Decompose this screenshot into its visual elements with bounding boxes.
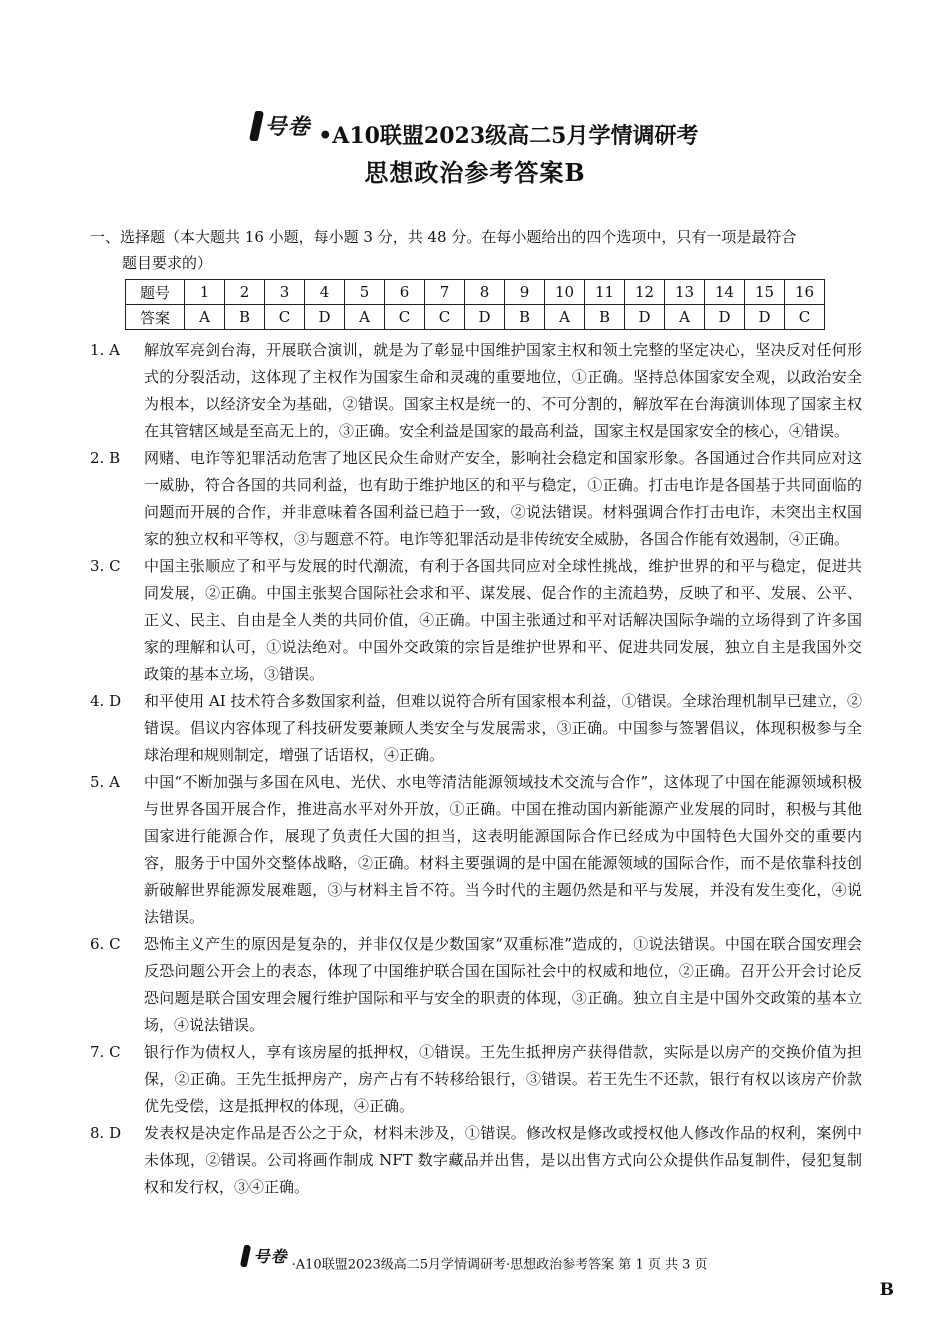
list-item xyxy=(90,337,862,445)
table-cell: A xyxy=(185,305,225,330)
item-text: 网赌、电诈等犯罪活动危害了地区民众生命财产安全，影响社会稳定和国家形象。各国通过合作共同应对这一威胁，符合各国的共同利益，也有助于维护地区的和平与稳定，①正确。打击电诈是各国基于共同面临的问题而开展的合作，并非意味着各国利益已趋于一致，②说法错误。材料强调合作打击电诈，未突出主权国家的独立权和平等权，③与题意不符。电诈等犯罪活动是非传统安全威胁，各国合作能有效遏制，④正确。 xyxy=(144,449,862,548)
table-cell: 7 xyxy=(425,280,465,305)
table-cell: C xyxy=(265,305,305,330)
item-text: 恐怖主义产生的原因是复杂的，并非仅仅是少数国家“双重标准”造成的，①说法错误。中国在联合国安理会反恐问题公开会上的表态，体现了中国维护联合国在国际社会中的权威和地位，②正确。召开公开会讨论反恐问题是联合国安理会履行维护国际和平与安全的职责的体现，③正确。独立自主是中国外交政策的基本立场，④说法错误。 xyxy=(144,935,862,1034)
table-cell: C xyxy=(425,305,465,330)
version-mark: B xyxy=(879,1280,894,1300)
table-cell: 12 xyxy=(625,280,665,305)
footer-text: ·A10联盟2023级高二5月学情调研考·思想政治参考答案 第 1 页 共 3 页 xyxy=(291,1257,708,1273)
list-item xyxy=(90,553,862,688)
table-cell: D xyxy=(305,305,345,330)
title-line-1 xyxy=(0,110,950,150)
table-cell: C xyxy=(785,305,825,330)
item-text: 银行作为债权人，享有该房屋的抵押权，①错误。王先生抵押房产获得借款，实际是以房产的交换价值为担保，②正确。王先生抵押房产，房产占有不转移给银行，③错误。若王先生不还款，银行有权以该房产价款优先受偿，这是抵押权的体现，④正确。 xyxy=(144,1043,862,1115)
answer-table-number-row xyxy=(126,280,825,305)
table-cell: 13 xyxy=(665,280,705,305)
table-cell: 8 xyxy=(465,280,505,305)
table-cell: 14 xyxy=(705,280,745,305)
table-cell: 11 xyxy=(585,280,625,305)
list-item xyxy=(90,1039,862,1120)
table-cell: 15 xyxy=(745,280,785,305)
list-item xyxy=(90,1120,862,1201)
explanation-list xyxy=(90,337,862,1201)
table-cell: 1 xyxy=(185,280,225,305)
item-text: 中国主张顺应了和平与发展的时代潮流，有利于各国共同应对全球性挑战，维护世界的和平与稳定，促进共同发展，②正确。中国主张契合国际社会求和平、谋发展、促合作的主流趋势，反映了和平、发展、公平、正义、民主、自由是全人类的共同价值，④正确。中国主张通过和平对话解决国际争端的立场得到了许多国家的理解和认可，①说法绝对。中国外交政策的宗旨是维护世界和平、促进共同发展，独立自主是我国外交政策的基本立场，③错误。 xyxy=(144,557,862,683)
item-label: 7. C xyxy=(90,1043,121,1061)
table-cell: B xyxy=(585,305,625,330)
answer-table xyxy=(125,279,825,330)
item-text: 解放军亮剑台海，开展联合演训，就是为了彰显中国维护国家主权和领土完整的坚定决心，坚决反对任何形式的分裂活动，这体现了主权作为国家生命和灵魂的重要地位，①正确。坚持总体国家安全观，以政治安全为根本，以经济安全为基础，②错误。国家主权是统一的、不可分割的，解放军在台海演训体现了国家主权在其管辖区域是至高无上的，③正确。安全利益是国家的最高利益，国家主权是国家安全的核心，④错误。 xyxy=(144,341,862,440)
table-cell: B xyxy=(225,305,265,330)
brand-logo-text: 号卷 xyxy=(264,114,311,140)
table-cell: 4 xyxy=(305,280,345,305)
page-footer xyxy=(0,1244,950,1273)
section-heading-line-2: 题目要求的） xyxy=(122,254,213,272)
item-label: 1. A xyxy=(90,341,120,359)
item-label: 3. C xyxy=(90,557,121,575)
table-cell: 3 xyxy=(265,280,305,305)
exam-title: •A10联盟2023级高二5月学情调研考 xyxy=(318,123,699,149)
item-label: 6. C xyxy=(90,935,121,953)
item-label: 5. A xyxy=(90,773,120,791)
table-cell: A xyxy=(545,305,585,330)
table-cell: 5 xyxy=(345,280,385,305)
list-item xyxy=(90,931,862,1039)
section-heading-line-1: 一、选择题（本大题共 16 小题，每小题 3 分，共 48 分。在每小题给出的四个选项中，只有一项是最符合 xyxy=(90,228,797,246)
footer-logo-mark-icon xyxy=(240,1245,252,1267)
table-cell: 9 xyxy=(505,280,545,305)
table-cell: 10 xyxy=(545,280,585,305)
brand-logo-mark-icon xyxy=(248,111,263,141)
answer-title: 思想政治参考答案B xyxy=(364,158,586,187)
table-cell: A xyxy=(345,305,385,330)
list-item xyxy=(90,445,862,553)
list-item xyxy=(90,688,862,769)
answer-table-answer-row xyxy=(126,305,825,330)
table-cell: B xyxy=(505,305,545,330)
item-label: 2. B xyxy=(90,449,121,467)
brand-logo xyxy=(252,110,311,141)
table-cell: A xyxy=(665,305,705,330)
table-header-number: 题号 xyxy=(126,280,185,305)
item-label: 8. D xyxy=(90,1124,122,1142)
table-cell: 16 xyxy=(785,280,825,305)
table-header-answer: 答案 xyxy=(126,305,185,330)
item-text: 发表权是决定作品是否公之于众，材料未涉及，①错误。修改权是修改或授权他人修改作品的权利，案例中未体现，②错误。公司将画作制成 NFT 数字藏品并出售，是以出售方式向公众提供作品复制件，侵犯复制权和发行权，③④正确。 xyxy=(144,1124,862,1196)
table-cell: 2 xyxy=(225,280,265,305)
list-item xyxy=(90,769,862,931)
item-text: 和平使用 AI 技术符合多数国家利益，但难以说符合所有国家根本利益，①错误。全球治理机制早已建立，②错误。倡议内容体现了科技研发要兼顾人类安全与发展需求，③正确。中国参与签署倡议，体现积极参与全球治理和规则制定，增强了话语权，④正确。 xyxy=(144,692,862,764)
table-cell: D xyxy=(745,305,785,330)
item-label: 4. D xyxy=(90,692,122,710)
footer-logo-text: 号卷 xyxy=(253,1247,288,1266)
table-cell: D xyxy=(625,305,665,330)
table-cell: D xyxy=(705,305,745,330)
item-text: 中国“不断加强与多国在风电、光伏、水电等清洁能源领域技术交流与合作”，这体现了中国在能源领域积极与世界各国开展合作，推进高水平对外开放，①正确。中国在推动国内新能源产业发展的同时，积极与其他国家进行能源合作，展现了负责任大国的担当，这表明能源国际合作已经成为中国特色大国外交的重要内容，服务于中国外交整体战略，②正确。材料主要强调的是中国在能源领域的国际合作，而不是依靠科技创新破解世界能源发展难题，③与材料主旨不符。当今时代的主题仍然是和平与发展，并没有发生变化，④说法错误。 xyxy=(144,773,862,926)
footer-logo xyxy=(242,1244,287,1267)
table-cell: C xyxy=(385,305,425,330)
table-cell: D xyxy=(465,305,505,330)
section-heading xyxy=(90,224,870,276)
table-cell: 6 xyxy=(385,280,425,305)
